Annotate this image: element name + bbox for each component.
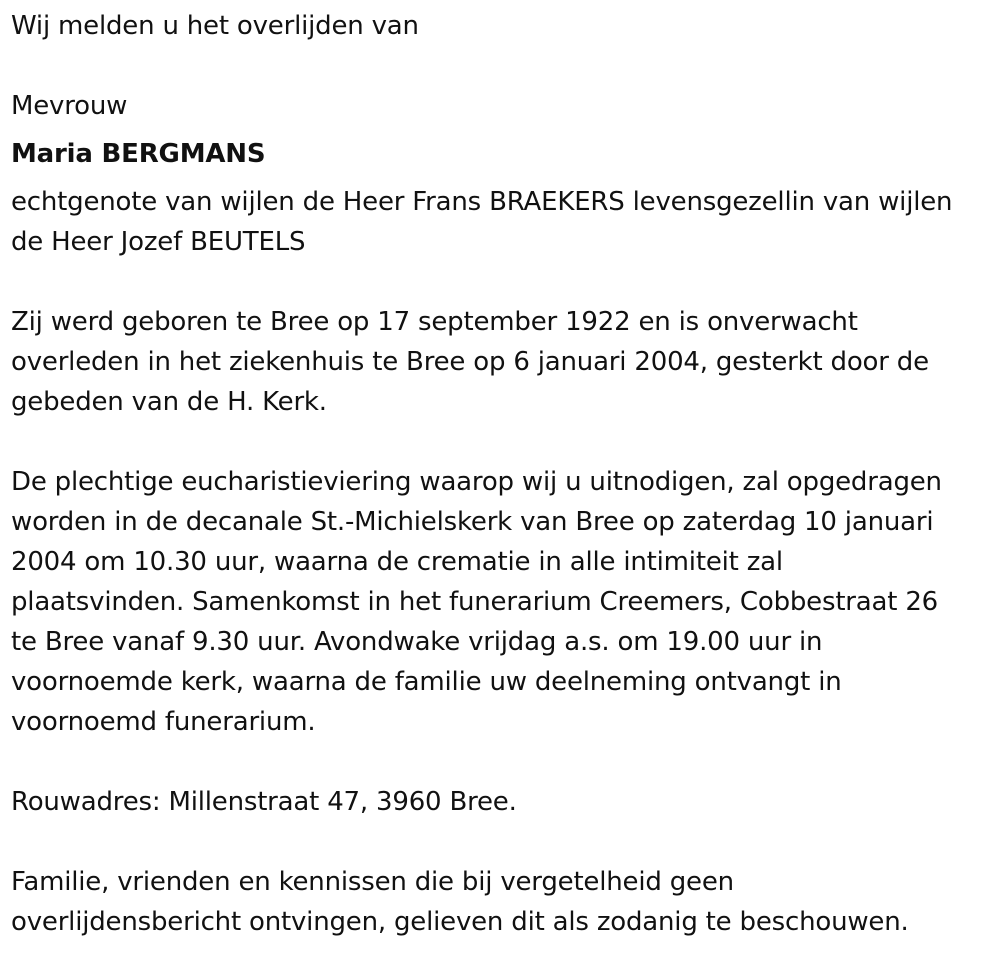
ceremony-line: voornoemde kerk, waarna de familie uw deelneming ontvangt in (11, 667, 842, 697)
ceremony-line: De plechtige eucharistieviering waarop wij u uitnodigen, zal opgedragen (11, 467, 942, 497)
ceremony-line: plaatsvinden. Samenkomst in het funerarium Creemers, Cobbestraat 26 (11, 587, 939, 617)
closing-line: Familie, vrienden en kennissen die bij vergetelheid geen (11, 867, 734, 897)
ceremony-line: 2004 om 10.30 uur, waarna de crematie in alle intimiteit zal (11, 547, 783, 577)
ceremony-line: worden in de decanale St.-Michielskerk van Bree op zaterdag 10 januari (11, 507, 934, 537)
intro-text: Wij melden u het overlijden van (11, 11, 419, 41)
mourning-address: Rouwadres: Millenstraat 47, 3960 Bree. (11, 787, 517, 817)
relation-line: de Heer Jozef BEUTELS (11, 227, 306, 257)
birth-death-line: overleden in het ziekenhuis te Bree op 6 januari 2004, gesterkt door de (11, 347, 929, 377)
birth-death-line: Zij werd geboren te Bree op 17 september 1922 en is onverwacht (11, 307, 858, 337)
relation-line: echtgenote van wijlen de Heer Frans BRAEKERS levensgezellin van wijlen (11, 187, 953, 217)
deceased-name: Maria BERGMANS (11, 139, 266, 169)
closing-line: overlijdensbericht ontvingen, gelieven dit als zodanig te beschouwen. (11, 907, 909, 937)
ceremony-line: voornoemd funerarium. (11, 707, 316, 737)
salutation: Mevrouw (11, 91, 128, 121)
ceremony-line: te Bree vanaf 9.30 uur. Avondwake vrijdag a.s. om 19.00 uur in (11, 627, 823, 657)
birth-death-line: gebeden van de H. Kerk. (11, 387, 327, 417)
